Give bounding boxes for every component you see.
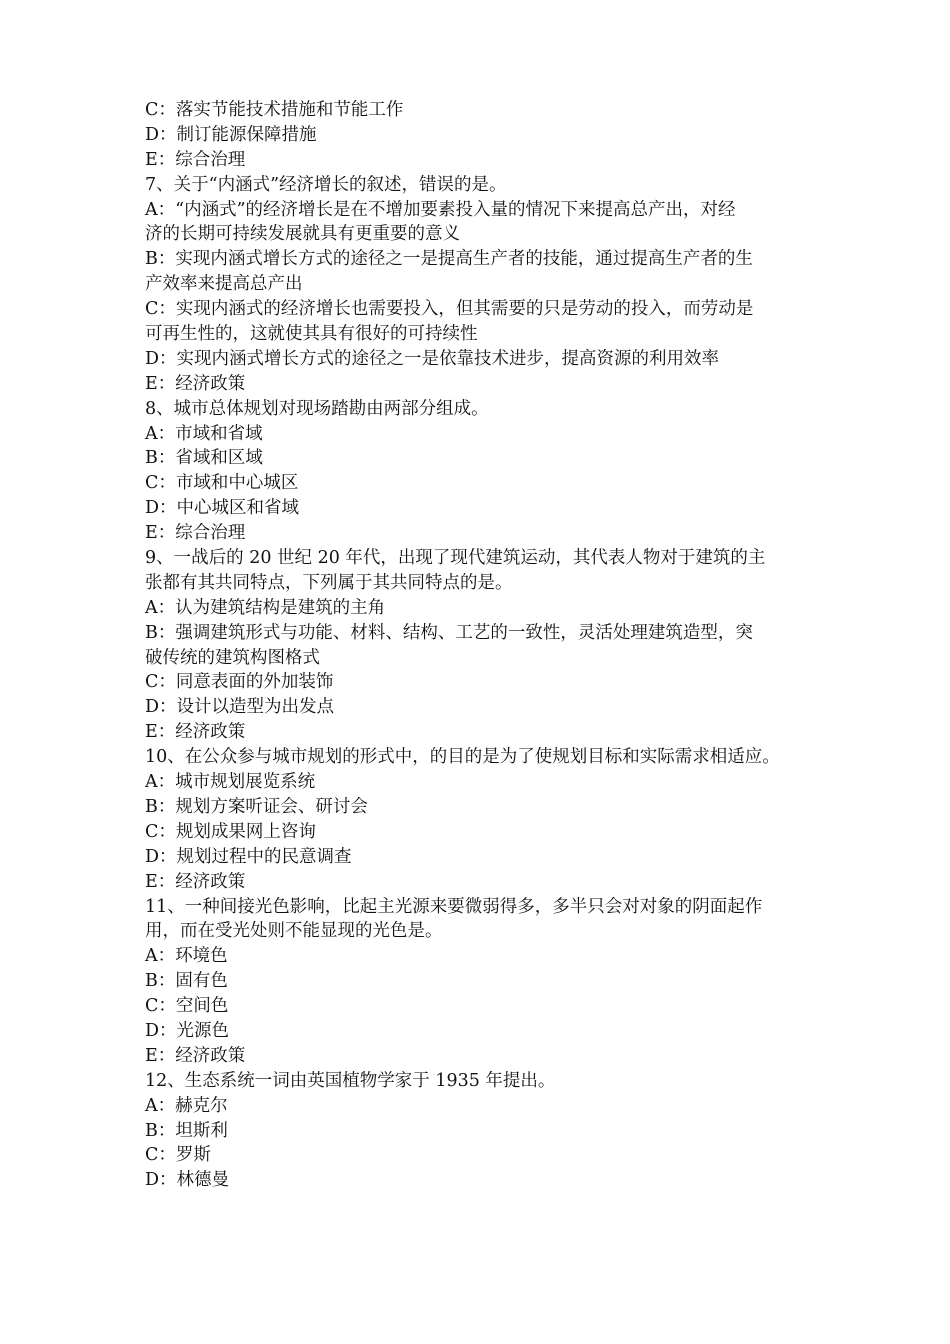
option-line: E：经济政策	[145, 1045, 246, 1066]
option-line: B：实现内涵式增长方式的途径之一是提高生产者的技能，通过提高生产者的生	[145, 249, 753, 270]
option-line: A：城市规划展览系统	[145, 772, 316, 793]
option-line: E：综合治理	[145, 149, 246, 170]
question-line: 11、一种间接光色影响，比起主光源来要微弱得多，多半只会对对象的阴面起作	[145, 896, 763, 917]
option-line: D：实现内涵式增长方式的途径之一是依靠技术进步，提高资源的利用效率	[145, 348, 720, 369]
option-line: A：“内涵式”的经济增长是在不增加要素投入量的情况下来提高总产出，对经	[145, 199, 736, 220]
question-line: 10、在公众参与城市规划的形式中，的目的是为了使规划目标和实际需求相适应。	[145, 747, 780, 768]
option-line: A：认为建筑结构是建筑的主角	[145, 597, 386, 618]
option-line: C：同意表面的外加装饰	[145, 672, 334, 693]
question-line: 7、关于“内涵式”经济增长的叙述，错误的是。	[145, 174, 507, 195]
option-line: D：规划过程中的民意调查	[145, 846, 352, 867]
question-line: 9、一战后的 20 世纪 20 年代，出现了现代建筑运动，其代表人物对于建筑的主	[145, 548, 766, 569]
option-line: A：赫克尔	[145, 1095, 228, 1116]
option-line: C：落实节能技术措施和节能工作	[145, 100, 404, 120]
document-text-body	[145, 98, 813, 1193]
question-line: 用，而在受光处则不能显现的光色是。	[145, 921, 443, 942]
option-line: C：实现内涵式的经济增长也需要投入，但其需要的只是劳动的投入，而劳动是	[145, 299, 754, 320]
option-line: 产效率来提高总产出	[145, 274, 303, 295]
option-line: 可再生性的，这就使其具有很好的可持续性	[145, 324, 478, 345]
option-line: E：经济政策	[145, 722, 246, 743]
option-line: A：环境色	[145, 946, 228, 967]
option-line: 破传统的建筑构图格式	[145, 647, 320, 668]
option-line: C：市域和中心城区	[145, 473, 299, 494]
option-line: B：坦斯利	[145, 1120, 228, 1141]
option-line: E：综合治理	[145, 523, 246, 544]
option-line: E：经济政策	[145, 871, 246, 892]
option-line: 济的长期可持续发展就具有更重要的意义	[145, 224, 460, 245]
question-line: 12、生态系统一词由英国植物学家于 1935 年提出。	[145, 1070, 556, 1091]
option-line: D：制订能源保障措施	[145, 124, 317, 145]
option-line: C：罗斯	[145, 1145, 211, 1166]
option-line: E：经济政策	[145, 373, 246, 394]
question-line: 张都有其共同特点，下列属于其共同特点的是。	[145, 572, 513, 593]
option-line: B：固有色	[145, 971, 228, 992]
option-line: A：市域和省域	[145, 423, 263, 444]
option-line: B：强调建筑形式与功能、材料、结构、工艺的一致性，灵活处理建筑造型，突	[145, 622, 753, 643]
option-line: B：省域和区域	[145, 448, 263, 469]
option-line: D：设计以造型为出发点	[145, 697, 335, 718]
option-line: D：光源色	[145, 1020, 230, 1041]
option-line: B：规划方案听证会、研讨会	[145, 796, 368, 817]
option-line: D：中心城区和省域	[145, 498, 300, 519]
option-line: C：规划成果网上咨询	[145, 821, 316, 842]
option-line: D：林德曼	[145, 1170, 230, 1191]
question-line: 8、城市总体规划对现场踏勘由两部分组成。	[145, 398, 489, 419]
option-line: C：空间色	[145, 996, 229, 1017]
